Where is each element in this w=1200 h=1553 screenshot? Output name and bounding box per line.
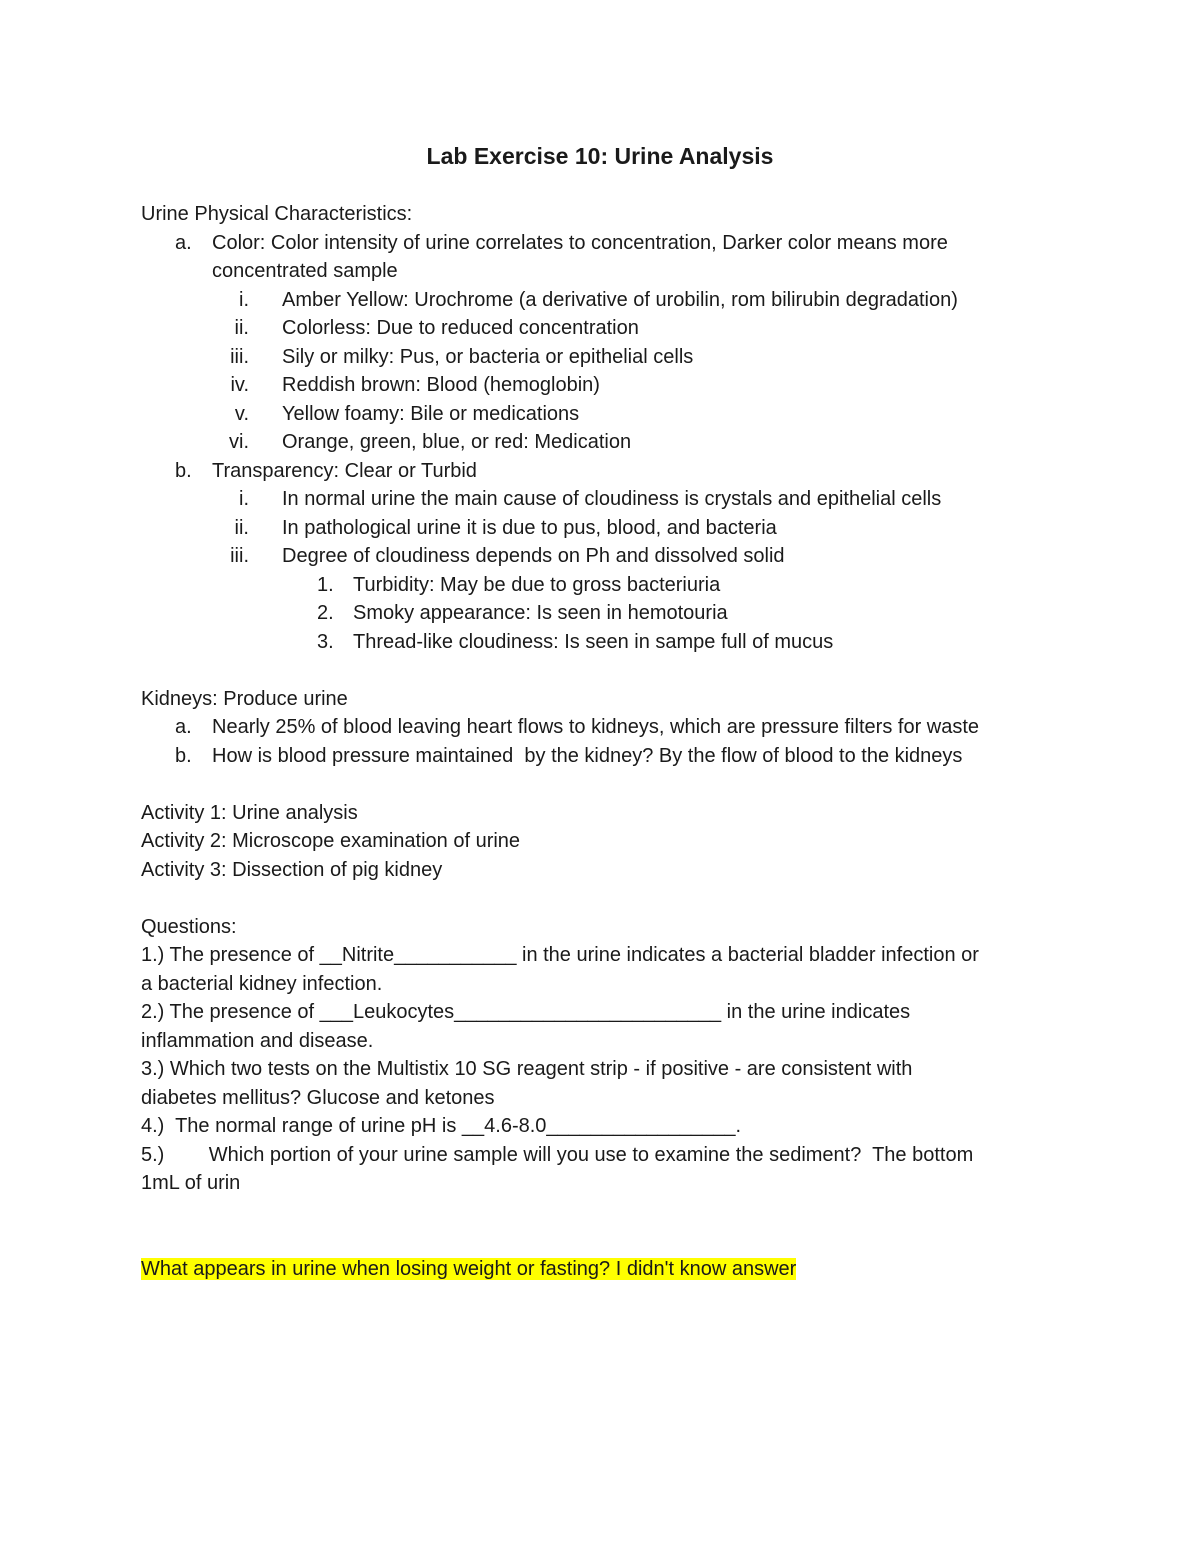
sub-sub-text: Thread-like cloudiness: Is seen in sampe full of mucus — [353, 630, 834, 653]
sub-marker: i. — [239, 488, 249, 510]
list-item-color — [141, 229, 1071, 258]
question-line: 4.) The normal range of urine pH is __4.6-8.0_________________. — [141, 1115, 742, 1137]
sub-sub-item — [141, 628, 1071, 657]
section-heading-kidneys: Kidneys: Produce urine — [141, 687, 348, 710]
list-item-text: Color: Color intensity of urine correlates to concentration, Darker color means more — [212, 231, 948, 254]
sub-text: In normal urine the main cause of cloudiness is crystals and epithelial cells — [282, 488, 942, 510]
list-item-text: Nearly 25% of blood leaving heart flows to kidneys, which are pressure filters for waste — [212, 716, 980, 738]
sub-item — [141, 485, 1071, 514]
sub-sub-marker: 2. — [317, 602, 334, 624]
sub-text: Yellow foamy: Bile or medications — [282, 402, 580, 425]
sub-marker: ii. — [234, 516, 249, 539]
page-title: Lab Exercise 10: Urine Analysis — [426, 143, 774, 169]
question-line: 2.) The presence of ___Leukocytes________________________ in the urine indicates — [141, 1001, 911, 1023]
sub-sub-marker: 3. — [317, 630, 334, 653]
list-item-color-continued — [141, 257, 1071, 286]
question-line: diabetes mellitus? Glucose and ketones — [141, 1086, 495, 1109]
document-body — [141, 200, 1071, 1283]
sub-marker: vi. — [229, 431, 249, 453]
list-item — [141, 742, 1071, 771]
sub-text: In pathological urine it is due to pus, blood, and bacteria — [282, 516, 777, 539]
sub-item — [141, 542, 1071, 571]
sub-text: Colorless: Due to reduced concentration — [282, 317, 639, 339]
sub-text: Reddish brown: Blood (hemoglobin) — [282, 374, 600, 396]
sub-text: Amber Yellow: Urochrome (a derivative of urobilin, rom bilirubin degradation) — [282, 288, 958, 311]
highlighted-note-line — [141, 1255, 1071, 1284]
sub-item — [141, 343, 1071, 372]
question-line: 1mL of urin — [141, 1172, 241, 1194]
list-marker: a. — [175, 231, 192, 254]
sub-sub-item — [141, 571, 1071, 600]
list-item-text: How is blood pressure maintained by the kidney? By the flow of blood to the kidneys — [212, 744, 963, 767]
sub-item — [141, 286, 1071, 315]
sub-marker: v. — [234, 402, 249, 425]
sub-sub-text: Turbidity: May be due to gross bacteriuria — [353, 573, 721, 596]
sub-item — [141, 428, 1071, 457]
question-line: 1.) The presence of __Nitrite___________ in the urine indicates a bacterial bladder infection or — [141, 944, 979, 966]
sub-text: Orange, green, blue, or red: Medication — [282, 431, 632, 453]
list-item-transparency — [141, 457, 1071, 486]
sub-sub-text: Smoky appearance: Is seen in hemotouria — [353, 602, 728, 624]
list-marker: b. — [175, 744, 192, 767]
sub-item — [141, 400, 1071, 429]
list-marker: a. — [175, 716, 192, 738]
spacer — [141, 770, 1071, 799]
activity-line: Activity 3: Dissection of pig kidney — [141, 858, 443, 881]
sub-item — [141, 371, 1071, 400]
sub-marker: iv. — [230, 374, 249, 396]
sub-sub-marker: 1. — [317, 573, 334, 596]
spacer — [141, 1198, 1071, 1255]
sub-sub-item — [141, 599, 1071, 628]
activity-line: Activity 2: Microscope examination of urine — [141, 830, 521, 852]
sub-item — [141, 514, 1071, 543]
sub-marker: i. — [239, 288, 249, 311]
spacer — [141, 884, 1071, 913]
list-item-text: concentrated sample — [212, 260, 398, 282]
spacer — [141, 656, 1071, 685]
question-line: 3.) Which two tests on the Multistix 10 SG reagent strip - if positive - are consistent with — [141, 1058, 913, 1080]
sub-marker: iii. — [230, 345, 249, 368]
list-item — [141, 713, 1071, 742]
question-line: inflammation and disease. — [141, 1029, 374, 1052]
question-line: a bacterial kidney infection. — [141, 972, 383, 995]
activity-line: Activity 1: Urine analysis — [141, 801, 358, 824]
section-heading-questions: Questions: — [141, 915, 237, 938]
question-line: 5.) Which portion of your urine sample will you use to examine the sediment? The bottom — [141, 1143, 974, 1166]
sub-item — [141, 314, 1071, 343]
sub-text: Degree of cloudiness depends on Ph and dissolved solid — [282, 545, 785, 567]
sub-marker: iii. — [230, 545, 249, 567]
sub-marker: ii. — [234, 317, 249, 339]
list-item-text: Transparency: Clear or Turbid — [212, 459, 477, 482]
sub-text: Sily or milky: Pus, or bacteria or epithelial cells — [282, 345, 694, 368]
highlighted-note: What appears in urine when losing weight or fasting? I didn't know answer — [141, 1257, 797, 1280]
list-marker: b. — [175, 459, 192, 482]
section-heading-physical: Urine Physical Characteristics: — [141, 203, 413, 225]
